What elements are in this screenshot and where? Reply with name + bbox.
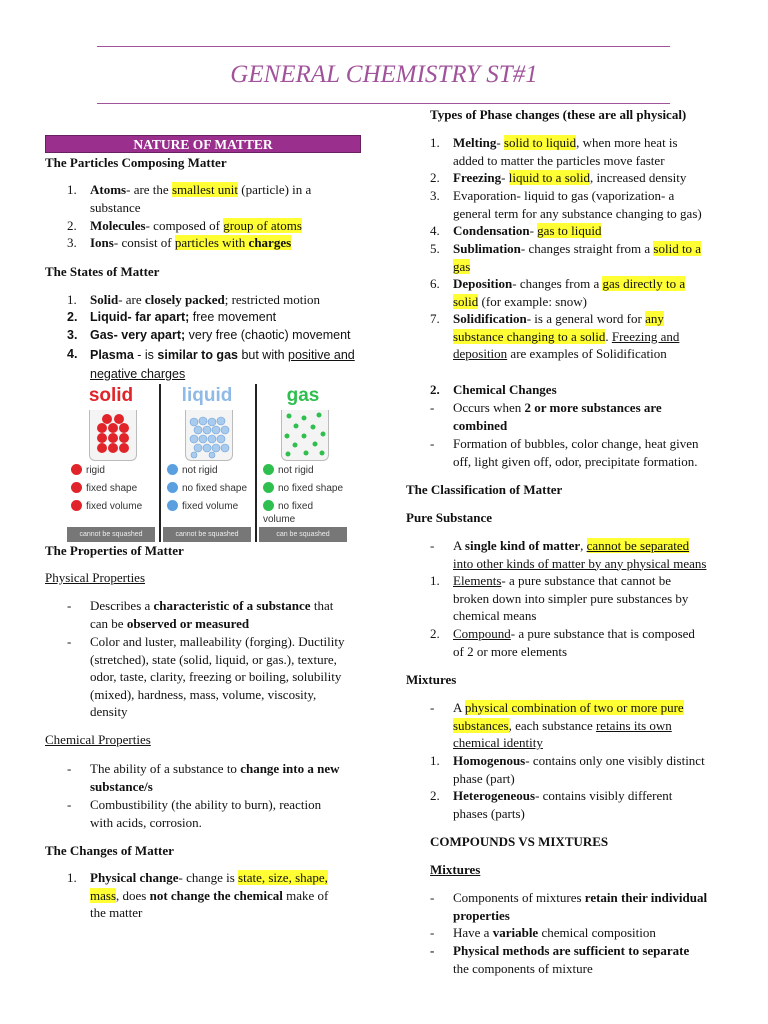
list-item: Occurs when 2 or more substances are combined	[453, 400, 662, 433]
green-dot-icon	[263, 500, 274, 511]
list-item: Melting- solid to liquid, when more heat is added to matter the particles move faster	[453, 135, 678, 168]
list-item: A physical combination of two or more pure substances, each substance retains its own chemical identity	[453, 700, 684, 750]
list-item: Gas- very apart; very free (chaotic) movement	[90, 328, 351, 342]
list-item: Describes a characteristic of a substance that can be observed or measured	[90, 598, 334, 631]
red-dot-icon	[71, 482, 82, 493]
states-heading: The States of Matter	[45, 264, 160, 279]
list-item: Deposition- changes from a gas directly to a solid (for example: snow)	[453, 276, 686, 309]
nature-of-matter-banner: NATURE OF MATTER	[45, 135, 361, 153]
list-item: Homogenous- contains only one visibly distinct phase (part)	[453, 753, 705, 786]
list-item: Color and luster, malleability (forging). Ductility (stretched), state (solid, liquid, or gas.), texture, odor, taste, clarity, freezing or boiling, solubility (mixed), hardness, mass, volume, viscosity, density	[90, 634, 345, 719]
list-item: Physical methods are sufficient to separate the components of mixture	[453, 943, 690, 976]
classification-heading: The Classification of Matter	[406, 482, 563, 497]
mixtures-heading: Mixtures	[406, 672, 457, 687]
list-item: Compound- a pure substance that is composed of 2 or more elements	[453, 626, 695, 659]
title-underline	[97, 103, 670, 104]
top-rule	[97, 46, 670, 47]
list-item: Physical change- change is state, size, shape, mass, does not change the chemical make of the matter	[90, 870, 329, 920]
list-item: Freezing- liquid to a solid, increased density	[453, 170, 687, 185]
chemical-changes-heading: Chemical Changes	[453, 382, 557, 397]
list-item: The ability of a substance to change into a new substance/s	[90, 761, 340, 794]
list-item: Condensation- gas to liquid	[453, 223, 602, 238]
divider	[159, 384, 161, 542]
list-item: A single kind of matter, cannot be separated into other kinds of matter by any physical means	[453, 538, 707, 571]
list-item: Ions- consist of particles with charges	[90, 235, 292, 250]
list-item: Solid- are closely packed; restricted motion	[90, 292, 321, 307]
list-item: Elements- a pure substance that cannot be broken down into simpler pure substances by chemical means	[453, 573, 689, 623]
physical-properties-heading: Physical Properties	[45, 570, 146, 585]
gas-beaker-icon	[281, 410, 329, 461]
phase-changes-heading: Types of Phase changes (these are all physical)	[430, 107, 687, 122]
list-item: Liquid- far apart; free movement	[90, 310, 277, 324]
blue-dot-icon	[167, 464, 178, 475]
chemical-properties-heading: Chemical Properties	[45, 732, 151, 747]
changes-heading: The Changes of Matter	[45, 843, 174, 858]
list-item: Formation of bubbles, color change, heat given off, light given off, odor, precipitate formation.	[453, 436, 699, 469]
list-item: Combustibility (the ability to burn), reaction with acids, corrosion.	[90, 797, 322, 830]
list-item: Solidification- is a general word for any substance changing to a solid. Freezing and deposition are examples of Solidification	[453, 311, 680, 361]
compounds-vs-mixtures-heading: COMPOUNDS VS MIXTURES	[430, 834, 609, 849]
list-item: 1.	[67, 182, 77, 197]
list-item: Plasma - is similar to gas but with positive and negative charges	[90, 348, 355, 381]
properties-heading: The Properties of Matter	[45, 543, 184, 558]
red-dot-icon	[71, 464, 82, 475]
blue-dot-icon	[167, 482, 178, 493]
green-dot-icon	[263, 464, 274, 475]
pure-substance-heading: Pure Substance	[406, 510, 493, 525]
states-of-matter-image	[67, 384, 347, 542]
gas-panel: gas not rigid no fixed shape no fixed volume can be squashed	[259, 384, 347, 542]
page-title: GENERAL CHEMISTRY ST#1	[230, 61, 538, 88]
blue-dot-icon	[167, 500, 178, 511]
green-dot-icon	[263, 482, 274, 493]
liquid-beaker-icon	[185, 410, 233, 461]
mixtures-subheading: Mixtures	[430, 862, 481, 877]
list-item: Evaporation- liquid to gas (vaporization- a general term for any substance changing to gas)	[453, 188, 702, 221]
list-item: Atoms- are the smallest unit (particle) in a substance	[90, 182, 312, 215]
divider	[255, 384, 257, 542]
list-item: Heterogeneous- contains visibly different phases (parts)	[453, 788, 673, 821]
list-item: Sublimation- changes straight from a solid to a gas	[453, 241, 702, 274]
list-item: Components of mixtures retain their individual properties	[453, 890, 708, 923]
solid-panel: solid rigid fixed shape fixed volume cannot be squashed	[67, 384, 155, 542]
solid-beaker-icon	[89, 410, 137, 461]
red-dot-icon	[71, 500, 82, 511]
list-item: Molecules- composed of group of atoms	[90, 218, 302, 233]
liquid-panel: liquid not rigid no fixed shape fixed volume cannot be squashed	[163, 384, 251, 542]
particles-heading: The Particles Composing Matter	[45, 155, 227, 170]
list-item: Have a variable chemical composition	[453, 925, 656, 940]
